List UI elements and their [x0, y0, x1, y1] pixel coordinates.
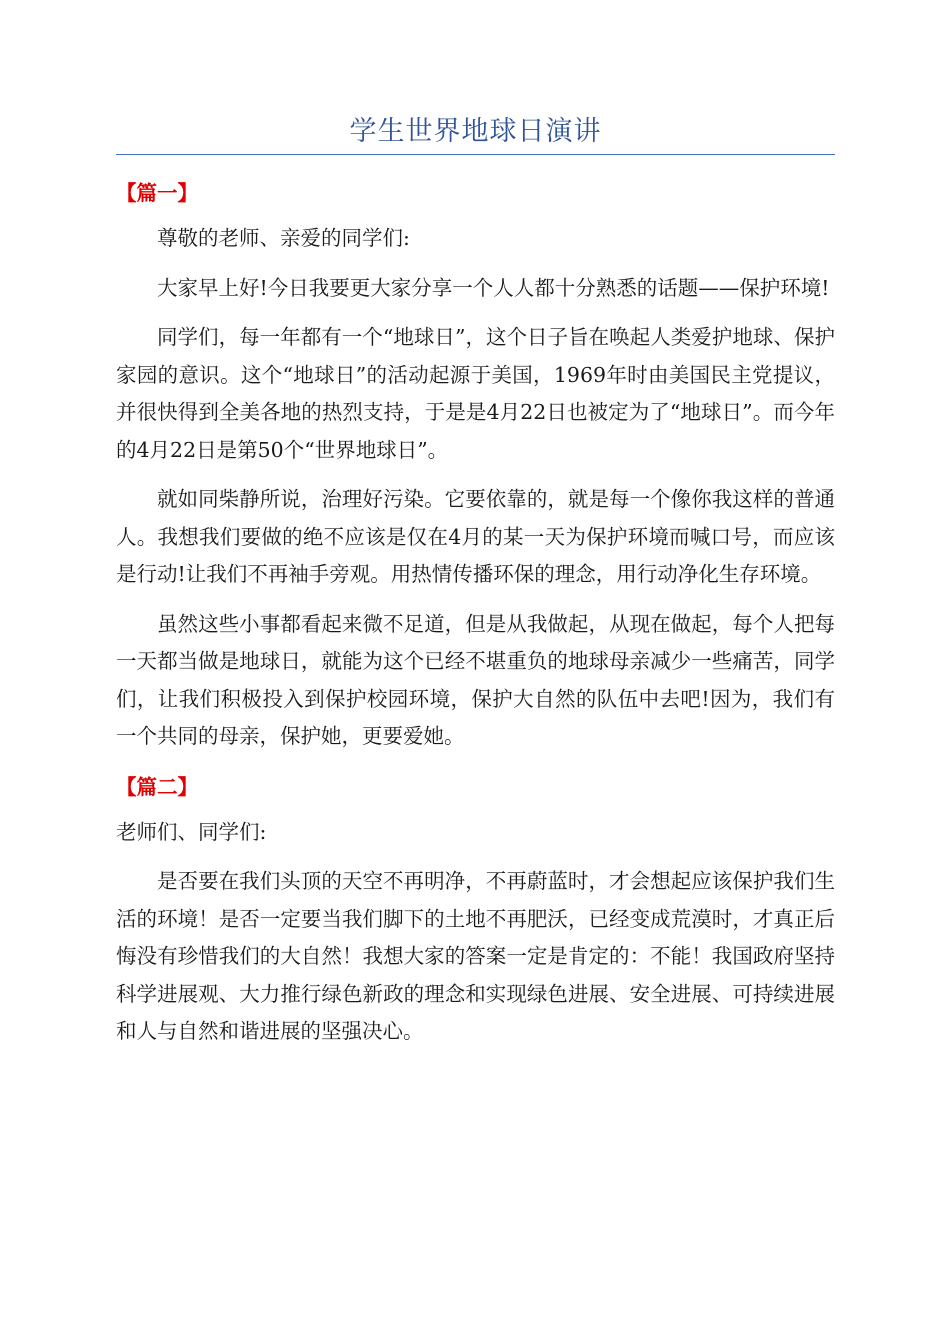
section-heading-1: 【篇一】 [116, 181, 198, 205]
document-body [116, 174, 835, 1051]
body-paragraph: 就如同柴静所说，治理好污染。它要依靠的，就是每一个像你我这样的普通人。我想我们要做的绝不应该是仅在4月的某一天为保护环境而喊口号，而应该是行动!让我们不再袖手旁观。用热情传播环保的理念，用行动净化生存环境。 [116, 487, 835, 586]
body-paragraph: 大家早上好!今日我要更大家分享一个人人都十分熟悉的话题——保护环境! [157, 275, 830, 300]
body-paragraph: 虽然这些小事都看起来微不足道，但是从我做起，从现在做起，每个人把每一天都当做是地球日，就能为这个已经不堪重负的地球母亲减少一些痛苦，同学们，让我们积极投入到保护校园环境，保护大自然的队伍中去吧!因为，我们有一个共同的母亲，保护她，更要爱她。 [116, 611, 835, 748]
title-underline [116, 154, 835, 155]
document-title: 学生世界地球日演讲 [349, 116, 602, 147]
body-paragraph: 是否要在我们头顶的天空不再明净，不再蔚蓝时，才会想起应该保护我们生活的环境！是否一定要当我们脚下的土地不再肥沃，已经变成荒漠时，才真正后悔没有珍惜我们的大自然！我想大家的答案一定是肯定的：不能！我国政府坚持科学进展观、大力推行绿色新政的理念和实现绿色进展、安全进展、可持续进展和人与自然和谐进展的坚强决心。 [116, 869, 835, 1043]
greeting-paragraph: 尊敬的老师、亲爱的同学们: [157, 226, 410, 250]
body-paragraph: 同学们，每一年都有一个“地球日”，这个日子旨在唤起人类爱护地球、保护家园的意识。这个“地球日”的活动起源于美国，1969年时由美国民主党提议，并很快得到全美各地的热烈支持，于是是4月22日也被定为了“地球日”。而今年的4月22日是第50个“世界地球日”。 [116, 325, 835, 462]
greeting-paragraph: 老师们、同学们: [116, 819, 267, 844]
section-heading-2: 【篇二】 [116, 774, 198, 799]
